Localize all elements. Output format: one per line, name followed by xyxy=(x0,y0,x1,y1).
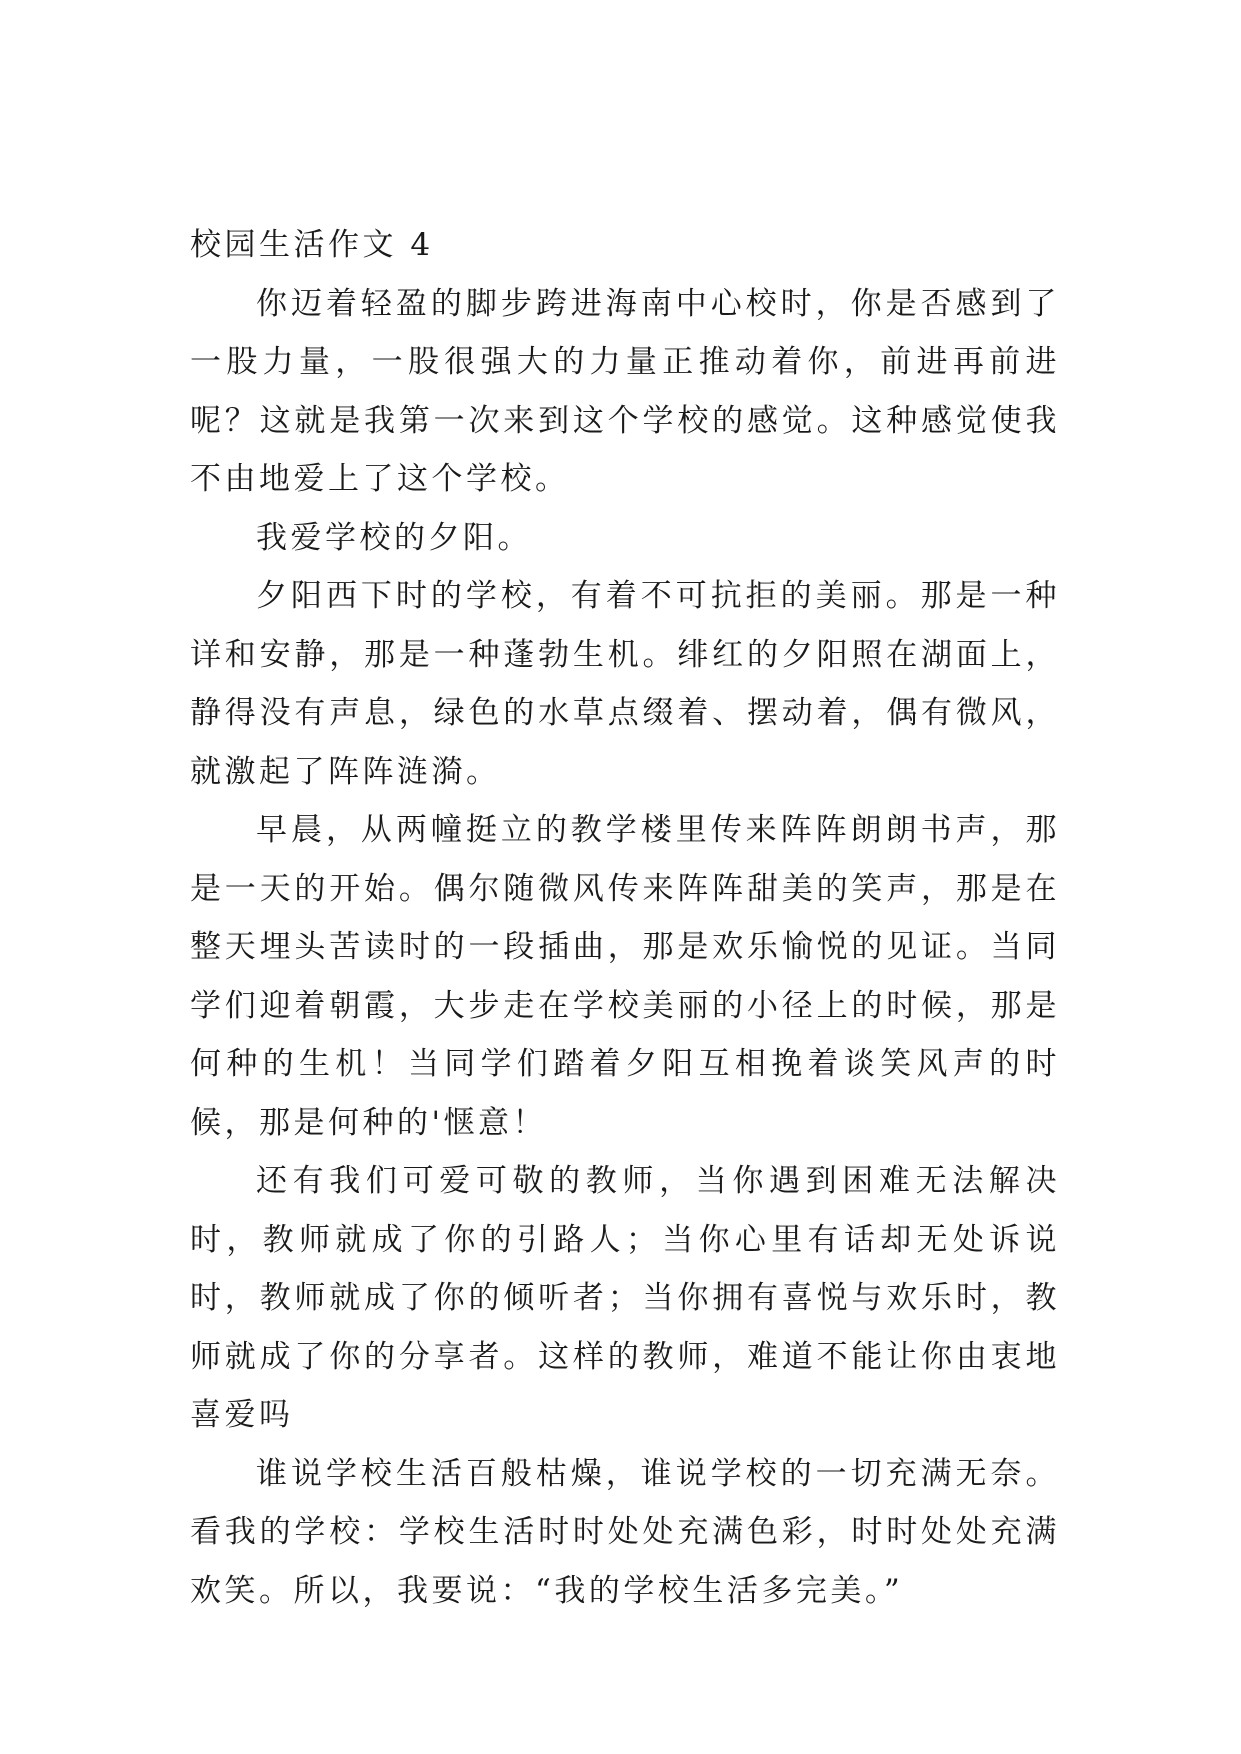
paragraph: 早晨，从两幢挺立的教学楼里传来阵阵朗朗书声，那是一天的开始。偶尔随微风传来阵阵甜美的笑声，那是在整天埋头苦读时的一段插曲，那是欢乐愉悦的见证。当同学们迎着朝霞，大步走在学校美丽的小径上的时候，那是何种的生机！当同学们踏着夕阳互相挽着谈笑风声的时候，那是何种的'惬意！ xyxy=(190,812,1060,1141)
paragraph: 谁说学校生活百般枯燥，谁说学校的一切充满无奈。看我的学校：学校生活时时处处充满色彩，时时处处充满欢笑。所以，我要说：“我的学校生活多完美。” xyxy=(190,1455,1060,1609)
paragraph: 你迈着轻盈的脚步跨进海南中心校时，你是否感到了一股力量，一股很强大的力量正推动着你，前进再前进呢？这就是我第一次来到这个学校的感觉。这种感觉使我不由地爱上了这个学校。 xyxy=(190,285,1060,497)
document-title: 校园生活作文 4 xyxy=(190,227,434,263)
paragraph: 还有我们可爱可敬的教师，当你遇到困难无法解决时，教师就成了你的引路人；当你心里有话却无处诉说时，教师就成了你的倾听者；当你拥有喜悦与欢乐时，教师就成了你的分享者。这样的教师，难道不能让你由衷地喜爱吗 xyxy=(190,1163,1060,1433)
paragraph: 夕阳西下时的学校，有着不可抗拒的美丽。那是一种详和安静，那是一种蓬勃生机。绯红的夕阳照在湖面上，静得没有声息，绿色的水草点缀着、摆动着，偶有微风，就激起了阵阵涟漪。 xyxy=(190,578,1060,790)
document-body xyxy=(190,216,1060,1620)
paragraph: 我爱学校的夕阳。 xyxy=(256,519,532,556)
